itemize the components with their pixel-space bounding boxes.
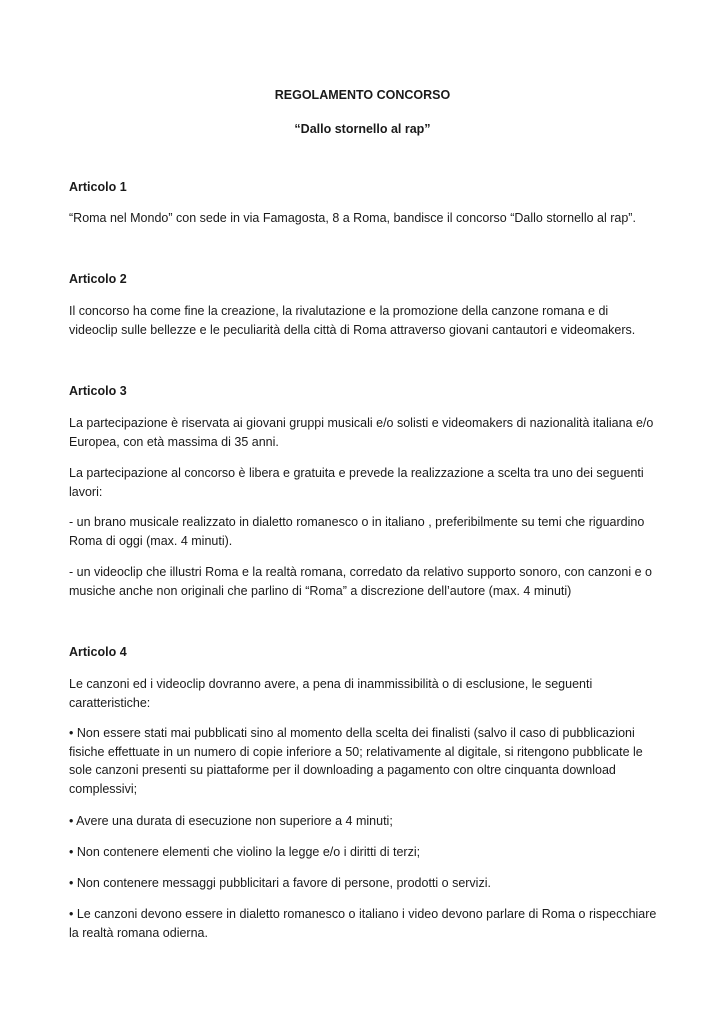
article-4-heading: Articolo 4 (69, 645, 127, 659)
article-3-paragraph: La partecipazione è riservata ai giovani gruppi musicali e/o solisti e videomakers di nazionalità italiana e/o Europea, con età massima di 35 anni. (69, 416, 654, 449)
article-3-paragraph: - un videoclip che illustri Roma e la realtà romana, corredato da relativo supporto sonoro, con canzoni e o musiche anche non originali che parlino di “Roma” a discrezione dell’autore (max. 4 minuti) (69, 565, 652, 598)
article-2-heading: Articolo 2 (69, 272, 127, 286)
article-1-heading: Articolo 1 (69, 180, 127, 194)
article-4-bullet: • Non essere stati mai pubblicati sino al momento della scelta dei finalisti (salvo il caso di pubblicazioni fisiche effettuate in un numero di copie inferiore a 50; relativamente al digitale, si ritengono pubblicate le sole canzoni presenti su piattaforme per il downloading a pagamento con oltre cinquanta download complessivi; (69, 726, 643, 796)
article-3-paragraph: La partecipazione al concorso è libera e gratuita e prevede la realizzazione a scelta tra uno dei seguenti lavori: (69, 466, 644, 499)
article-1-paragraph: “Roma nel Mondo” con sede in via Famagosta, 8 a Roma, bandisce il concorso “Dallo stornello al rap”. (69, 211, 636, 225)
document-subtitle: “Dallo stornello al rap” (294, 122, 431, 136)
document-title: REGOLAMENTO CONCORSO (274, 88, 451, 102)
article-4-paragraph: Le canzoni ed i videoclip dovranno avere, a pena di inammissibilità o di esclusione, le seguenti caratteristiche: (69, 677, 593, 710)
article-4-bullet: • Avere una durata di esecuzione non superiore a 4 minuti; (69, 814, 393, 828)
article-4-bullet: • Non contenere messaggi pubblicitari a favore di persone, prodotti o servizi. (69, 876, 491, 890)
article-3-paragraph: - un brano musicale realizzato in dialetto romanesco o in italiano , preferibilmente su temi che riguardino Roma di oggi (max. 4 minuti). (69, 515, 645, 548)
article-2-paragraph: Il concorso ha come fine la creazione, la rivalutazione e la promozione della canzone romana e di videoclip sulle bellezze e le peculiarità della città di Roma attraverso giovani cantautori e videomakers. (69, 304, 636, 337)
article-3-heading: Articolo 3 (69, 384, 127, 398)
article-4-bullet: • Le canzoni devono essere in dialetto romanesco o italiano i video devono parlare di Roma o rispecchiare la realtà romana odierna. (69, 907, 657, 940)
article-4-bullet: • Non contenere elementi che violino la legge e/o i diritti di terzi; (69, 845, 421, 859)
